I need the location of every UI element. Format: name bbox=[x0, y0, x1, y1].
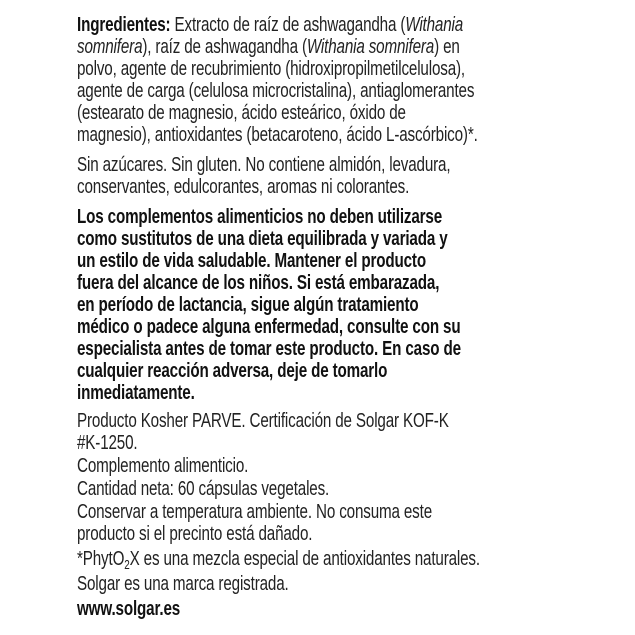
text-segment: (estearato de magnesio, ácido esteárico, óxido de bbox=[77, 102, 406, 124]
text-line bbox=[77, 573, 501, 595]
text-segment: Extracto de raíz de ashwagandha ( bbox=[174, 14, 406, 36]
text-segment: Withania somnifera bbox=[306, 36, 435, 58]
text-segment: ), raíz de ashwagandha ( bbox=[142, 36, 307, 58]
text-segment: agente de carga (celulosa microcristalina), antiaglomerantes bbox=[77, 80, 475, 102]
paragraph-supplement bbox=[77, 455, 635, 477]
text-segment: X es una mezcla especial de antioxidantes naturales. bbox=[129, 548, 480, 570]
text-segment: Ingredientes: bbox=[77, 14, 175, 36]
paragraph-warning bbox=[77, 206, 635, 404]
paragraph-phyto bbox=[77, 548, 635, 570]
label-text bbox=[77, 14, 635, 620]
text-line bbox=[77, 80, 501, 102]
text-line bbox=[77, 455, 501, 477]
text-segment: Producto Kosher PARVE. Certificación de Solgar KOF-K bbox=[77, 410, 449, 432]
text-line bbox=[77, 410, 501, 432]
text-segment: Withania bbox=[405, 14, 464, 36]
text-segment: Complemento alimenticio. bbox=[77, 455, 249, 477]
text-segment: producto si el precinto está dañado. bbox=[77, 523, 313, 545]
text-line bbox=[77, 102, 501, 124]
text-segment: Conservar a temperatura ambiente. No consuma este bbox=[77, 501, 433, 523]
text-line bbox=[77, 154, 501, 176]
text-segment: #K-1250. bbox=[77, 432, 138, 454]
text-segment: *PhytO bbox=[77, 548, 125, 570]
text-segment: www.solgar.es bbox=[77, 598, 181, 620]
text-segment: fuera del alcance de los niños. Si está embarazada, bbox=[77, 272, 440, 294]
text-line bbox=[77, 360, 501, 382]
text-line bbox=[77, 206, 501, 228]
text-segment: magnesio), antioxidantes (betacaroteno, ácido L-ascórbico)*. bbox=[77, 124, 478, 146]
text-segment: conservantes, edulcorantes, aromas ni colorantes. bbox=[77, 176, 410, 198]
text-segment: como sustitutos de una dieta equilibrada y variada y bbox=[77, 228, 448, 250]
text-segment: 2 bbox=[124, 557, 130, 572]
text-segment: Cantidad neta: 60 cápsulas vegetales. bbox=[77, 478, 330, 500]
text-line bbox=[77, 250, 501, 272]
text-segment: Sin azúcares. Sin gluten. No contiene almidón, levadura, bbox=[77, 154, 451, 176]
text-segment: médico o padece alguna enfermedad, consulte con su bbox=[77, 316, 461, 338]
text-segment: somnifera bbox=[77, 36, 143, 58]
text-line bbox=[77, 176, 501, 198]
paragraph-website bbox=[77, 598, 635, 620]
paragraph-quantity bbox=[77, 478, 635, 500]
text-line bbox=[77, 338, 501, 360]
paragraph-trademark bbox=[77, 573, 635, 595]
text-line bbox=[77, 501, 501, 523]
text-segment: Solgar es una marca registrada. bbox=[77, 573, 289, 595]
text-line bbox=[77, 14, 501, 36]
text-line bbox=[77, 382, 501, 404]
text-segment: un estilo de vida saludable. Mantener el producto bbox=[77, 250, 426, 272]
text-segment: especialista antes de tomar este producto. En caso de bbox=[77, 338, 461, 360]
text-line bbox=[77, 478, 501, 500]
paragraph-ingredients bbox=[77, 14, 635, 146]
text-line bbox=[77, 523, 501, 545]
text-segment: cualquier reacción adversa, deje de tomarlo bbox=[77, 360, 388, 382]
text-line bbox=[77, 36, 501, 58]
text-segment: inmediatamente. bbox=[77, 382, 195, 404]
text-line bbox=[77, 316, 501, 338]
text-line bbox=[77, 228, 501, 250]
text-line bbox=[77, 432, 501, 454]
text-line bbox=[77, 124, 501, 146]
text-line bbox=[77, 58, 501, 80]
text-segment: en período de lactancia, sigue algún tratamiento bbox=[77, 294, 419, 316]
text-segment: polvo, agente de recubrimiento (hidroxipropilmetilcelulosa), bbox=[77, 58, 465, 80]
text-line bbox=[77, 598, 501, 620]
paragraph-kosher bbox=[77, 410, 635, 454]
text-segment: ) en bbox=[434, 36, 460, 58]
text-line bbox=[77, 294, 501, 316]
text-segment: Los complementos alimenticios no deben utilizarse bbox=[77, 206, 443, 228]
text-line bbox=[77, 548, 501, 570]
text-line bbox=[77, 272, 501, 294]
paragraph-storage bbox=[77, 501, 635, 545]
paragraph-allergens bbox=[77, 154, 635, 198]
